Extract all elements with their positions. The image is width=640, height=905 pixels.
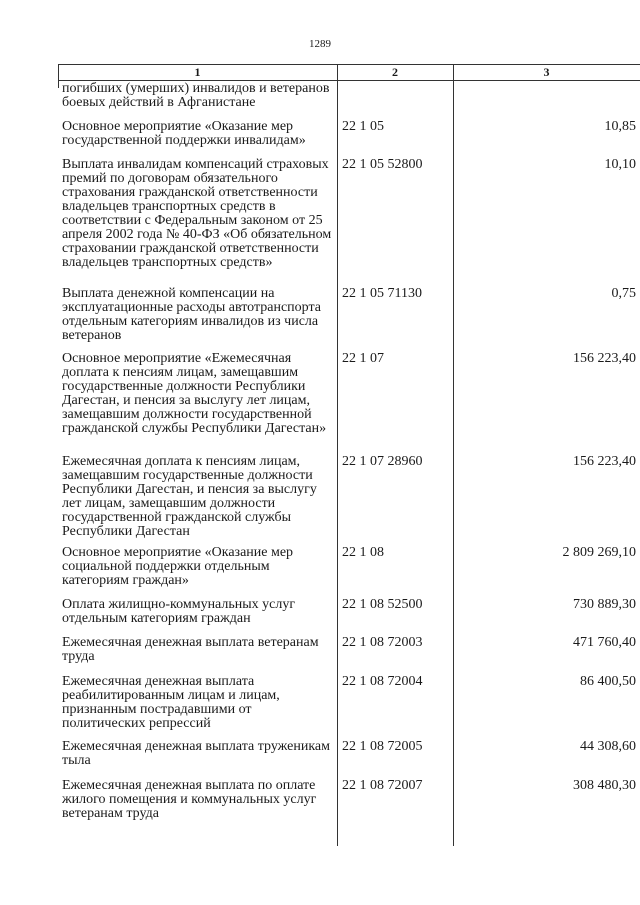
row-name: Ежемесячная денежная выплата труженикам тыла (62, 739, 330, 768)
row-amount: 10,10 (604, 157, 636, 172)
row-name: Выплата денежной компенсации на эксплуатационные расходы автотранспорта отдельным категориям инвалидов из числа ветеранов (62, 286, 321, 343)
row-name: Ежемесячная денежная выплата реабилитированным лицам и лицам, признанным пострадавшими от политических репрессий (62, 674, 280, 731)
row-name: Ежемесячная доплата к пенсиям лицам, замещавшим государственные должности Республики Дагестан, и пенсия за выслугу лет лицам, замещавшим должности государственной гражданской службы Республики Дагестан (62, 454, 317, 539)
header-col-1: 1 (194, 65, 201, 79)
row-code: 22 1 08 72005 (342, 739, 423, 754)
column-divider-1 (337, 64, 338, 846)
row-code: 22 1 05 71130 (342, 286, 422, 301)
row-amount: 2 809 269,10 (562, 545, 636, 560)
row-code: 22 1 08 72003 (342, 635, 423, 650)
row-name: Основное мероприятие «Оказание мер социальной поддержки отдельным категориям граждан» (62, 545, 294, 588)
row-amount: 308 480,30 (573, 778, 636, 793)
page-number: 1289 (309, 38, 331, 50)
row-code: 22 1 08 72007 (342, 778, 423, 793)
column-divider-2 (453, 64, 454, 846)
row-code: 22 1 05 52800 (342, 157, 423, 172)
row-code: 22 1 08 52500 (342, 597, 423, 612)
row-name: Ежемесячная денежная выплата ветеранам труда (62, 635, 319, 664)
table-left-border (58, 64, 59, 88)
row-name: погибших (умерших) инвалидов и ветеранов боевых действий в Афганистане (62, 81, 330, 110)
row-code: 22 1 07 28960 (342, 454, 423, 469)
row-amount: 0,75 (611, 286, 636, 301)
row-name: Основное мероприятие «Оказание мер государственной поддержки инвалидам» (62, 119, 306, 148)
row-amount: 86 400,50 (580, 674, 636, 689)
row-amount: 156 223,40 (573, 351, 636, 366)
header-col-3: 3 (543, 65, 550, 79)
row-code: 22 1 08 (342, 545, 384, 560)
row-name: Выплата инвалидам компенсаций страховых премий по договорам обязательного страхования гражданской ответственности владельцев транспортных средств в соответствии с Федеральным законом от 25 апреля 2002 года № 40-ФЗ «Об обязательном страховании гражданской ответственности владельцев транспортных средств» (62, 157, 332, 270)
row-amount: 10,85 (604, 119, 636, 134)
row-name: Основное мероприятие «Ежемесячная доплата к пенсиям лицам, замещавшим государственные должности Республики Дагестан, и пенсия за выслугу лет лицам, замещавшим должности государственной гражданской службы Республики Дагестан» (62, 351, 327, 436)
row-code: 22 1 07 (342, 351, 384, 366)
row-name: Ежемесячная денежная выплата по оплате жилого помещения и коммунальных услуг ветеранам труда (62, 778, 317, 821)
row-name: Оплата жилищно-коммунальных услуг отдельным категориям граждан (62, 597, 296, 626)
table-header (58, 64, 640, 81)
row-code: 22 1 08 72004 (342, 674, 423, 689)
row-amount: 156 223,40 (573, 454, 636, 469)
row-code: 22 1 05 (342, 119, 384, 134)
header-col-2: 2 (392, 65, 398, 79)
row-amount: 471 760,40 (573, 635, 636, 650)
row-amount: 44 308,60 (580, 739, 636, 754)
row-amount: 730 889,30 (573, 597, 636, 612)
